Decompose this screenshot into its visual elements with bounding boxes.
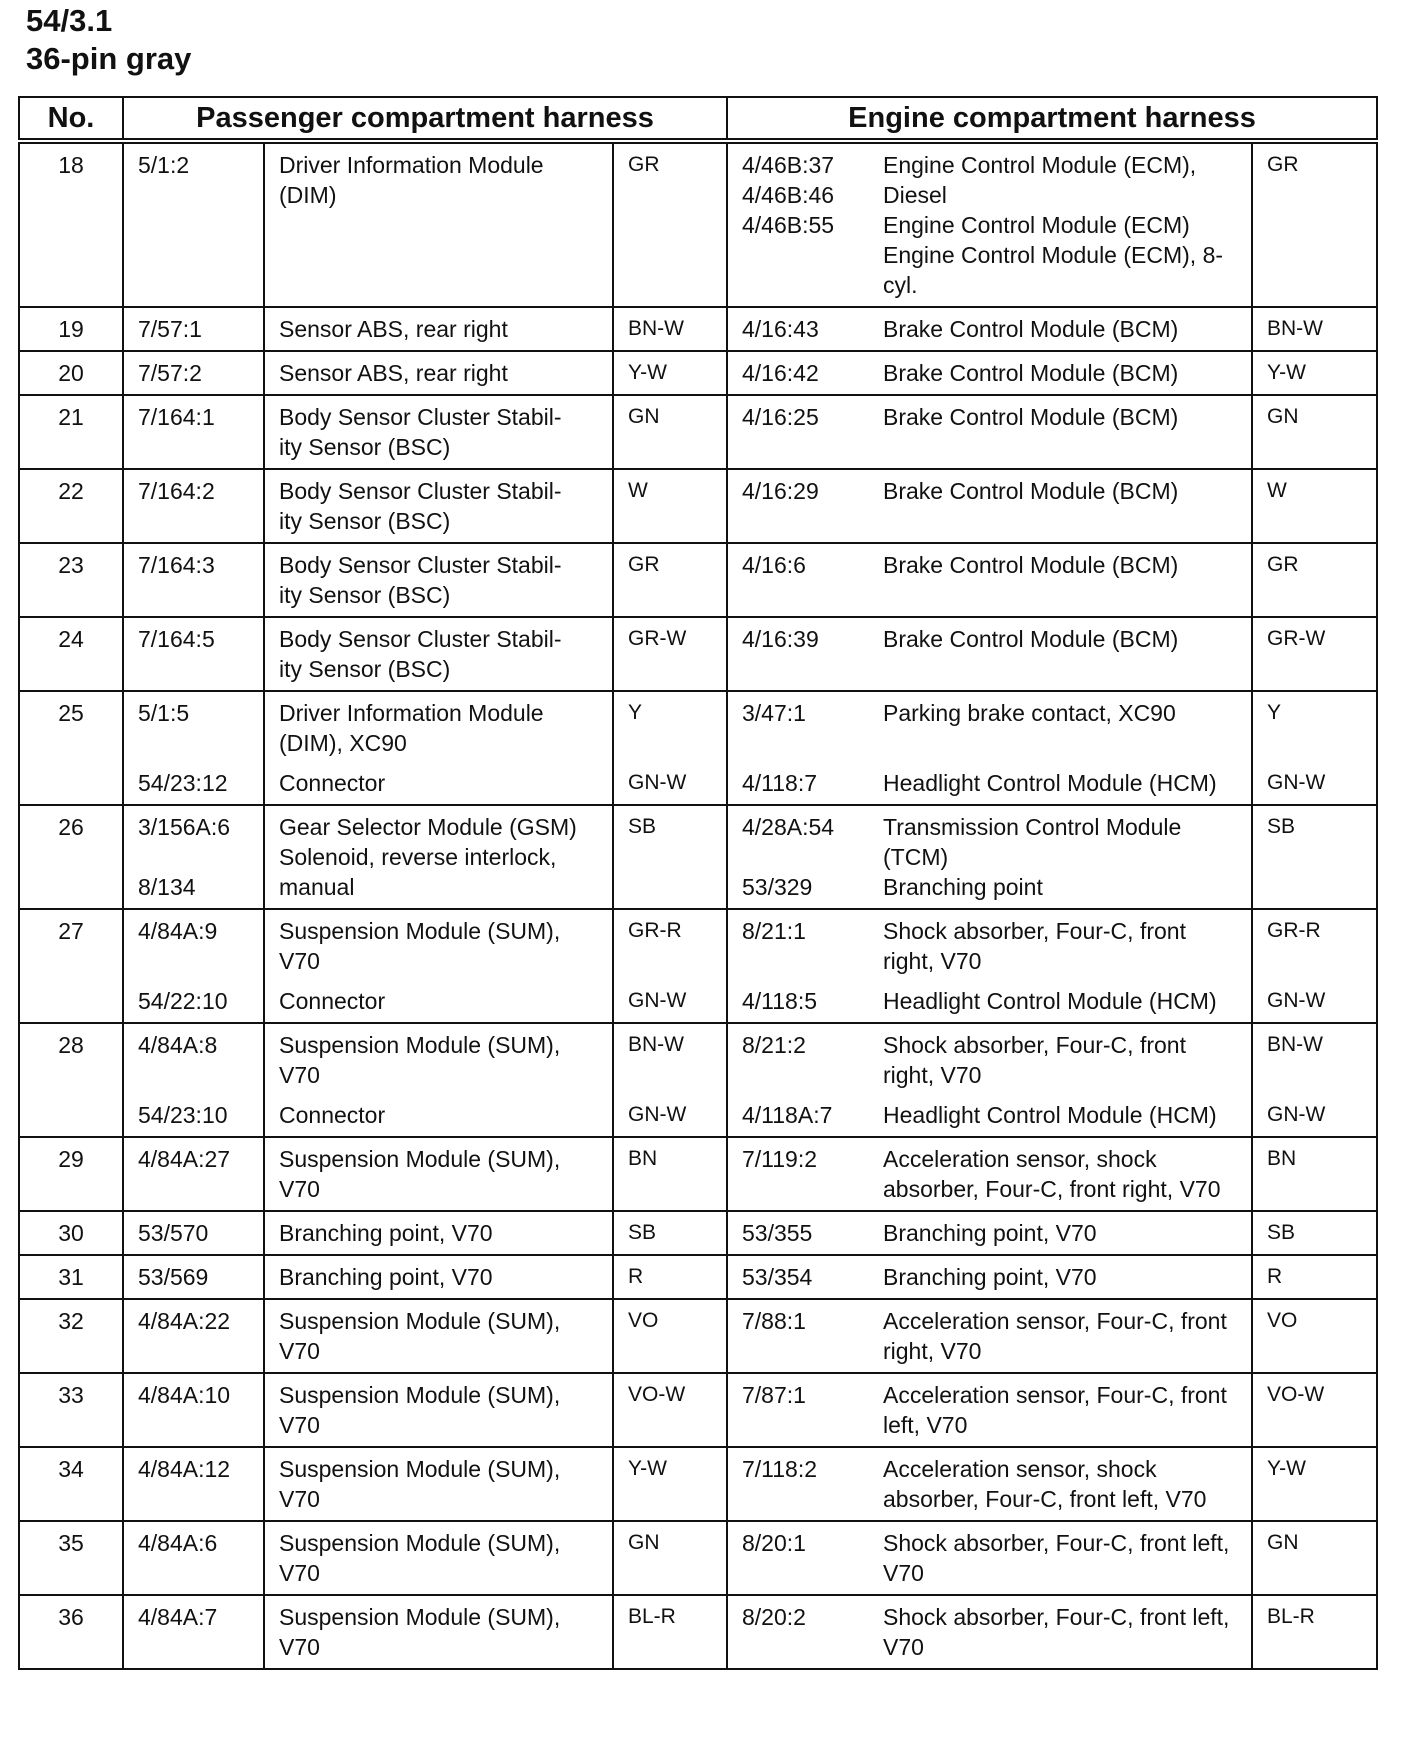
table-row (19, 1211, 1377, 1255)
passenger-connector: 7/164:1 (123, 395, 264, 469)
connector-description: 36-pin gray (26, 41, 192, 76)
engine-wire-color: BN-W (1252, 1023, 1377, 1096)
engine-wire-color: GR (1252, 543, 1377, 617)
engine-connector: 7/118:2 (727, 1447, 869, 1521)
passenger-component: Suspension Module (SUM), V70 (264, 1137, 613, 1211)
passenger-connector: 5/1:2 (123, 141, 264, 307)
pin-number: 23 (19, 543, 123, 617)
table-row (19, 1023, 1377, 1096)
passenger-component: Gear Selector Module (GSM) Solenoid, reverse interlock, manual (264, 805, 613, 909)
engine-connector: 4/16:42 (727, 351, 869, 395)
passenger-wire-color: BN (613, 1137, 727, 1211)
pin-number: 19 (19, 307, 123, 351)
engine-component: Headlight Control Module (HCM) (869, 1096, 1252, 1137)
passenger-connector: 4/84A:8 (123, 1023, 264, 1096)
engine-wire-color: VO (1252, 1299, 1377, 1373)
pin-number: 35 (19, 1521, 123, 1595)
engine-connector: 8/21:2 (727, 1023, 869, 1096)
passenger-connector: 7/164:2 (123, 469, 264, 543)
engine-wire-color: GN-W (1252, 764, 1377, 805)
pin-number: 27 (19, 909, 123, 1023)
table-body (19, 141, 1377, 1669)
engine-wire-color: SB (1252, 1211, 1377, 1255)
engine-component: Branching point, V70 (869, 1255, 1252, 1299)
passenger-component: Suspension Module (SUM), V70 (264, 1595, 613, 1669)
passenger-component: Suspension Module (SUM), V70 (264, 1023, 613, 1096)
engine-connector: 4/118:7 (727, 764, 869, 805)
table-row (19, 1299, 1377, 1373)
connector-heading (26, 2, 191, 78)
passenger-connector: 54/23:10 (123, 1096, 264, 1137)
table-header (19, 97, 1377, 141)
passenger-component: Branching point, V70 (264, 1255, 613, 1299)
pinout-table (18, 96, 1378, 1670)
pin-number: 33 (19, 1373, 123, 1447)
engine-connector: 4/118:5 (727, 982, 869, 1023)
pin-number: 21 (19, 395, 123, 469)
passenger-component: Body Sensor Cluster Stabil- ity Sensor (BSC) (264, 543, 613, 617)
table-row (19, 1595, 1377, 1669)
passenger-component: Branching point, V70 (264, 1211, 613, 1255)
engine-component: Brake Control Module (BCM) (869, 617, 1252, 691)
engine-connector: 8/20:1 (727, 1521, 869, 1595)
engine-connector: 8/21:1 (727, 909, 869, 982)
engine-wire-color: GR (1252, 141, 1377, 307)
table-row (19, 469, 1377, 543)
passenger-connector: 4/84A:7 (123, 1595, 264, 1669)
passenger-wire-color: VO (613, 1299, 727, 1373)
header-engine-harness: Engine compartment harness (727, 97, 1377, 141)
passenger-connector: 7/164:5 (123, 617, 264, 691)
passenger-connector: 7/57:1 (123, 307, 264, 351)
engine-component: Acceleration sensor, shock absorber, Four-C, front right, V70 (869, 1137, 1252, 1211)
engine-connector: 7/119:2 (727, 1137, 869, 1211)
engine-component: Acceleration sensor, shock absorber, Four-C, front left, V70 (869, 1447, 1252, 1521)
engine-wire-color: GR-R (1252, 909, 1377, 982)
table-row (19, 307, 1377, 351)
engine-wire-color: BN-W (1252, 307, 1377, 351)
table-row (19, 982, 1377, 1023)
passenger-component: Sensor ABS, rear right (264, 351, 613, 395)
passenger-wire-color: GR-R (613, 909, 727, 982)
table-row (19, 1447, 1377, 1521)
engine-component: Acceleration sensor, Four-C, front left, V70 (869, 1373, 1252, 1447)
passenger-wire-color: GN-W (613, 764, 727, 805)
engine-component: Parking brake contact, XC90 (869, 691, 1252, 764)
pin-number: 22 (19, 469, 123, 543)
header-passenger-harness: Passenger compartment harness (123, 97, 727, 141)
passenger-wire-color: VO-W (613, 1373, 727, 1447)
pin-number: 26 (19, 805, 123, 909)
engine-connector: 7/87:1 (727, 1373, 869, 1447)
passenger-wire-color: SB (613, 1211, 727, 1255)
engine-wire-color: GR-W (1252, 617, 1377, 691)
passenger-connector: 4/84A:27 (123, 1137, 264, 1211)
passenger-component: Connector (264, 982, 613, 1023)
table-row (19, 764, 1377, 805)
engine-component: Branching point, V70 (869, 1211, 1252, 1255)
passenger-component: Suspension Module (SUM), V70 (264, 909, 613, 982)
engine-wire-color: VO-W (1252, 1373, 1377, 1447)
pin-number: 25 (19, 691, 123, 805)
pin-number: 28 (19, 1023, 123, 1137)
engine-component: Transmission Control Module (TCM) Branching point (869, 805, 1252, 909)
passenger-connector: 54/22:10 (123, 982, 264, 1023)
passenger-wire-color: GN-W (613, 1096, 727, 1137)
passenger-component: Connector (264, 764, 613, 805)
table-row (19, 1137, 1377, 1211)
passenger-connector: 5/1:5 (123, 691, 264, 764)
engine-wire-color: Y-W (1252, 1447, 1377, 1521)
table-row (19, 1096, 1377, 1137)
engine-connector: 53/354 (727, 1255, 869, 1299)
table-row (19, 1521, 1377, 1595)
passenger-wire-color: GR (613, 141, 727, 307)
pin-number: 29 (19, 1137, 123, 1211)
engine-wire-color: Y-W (1252, 351, 1377, 395)
passenger-component: Driver Information Module (DIM) (264, 141, 613, 307)
passenger-component: Sensor ABS, rear right (264, 307, 613, 351)
passenger-connector: 53/570 (123, 1211, 264, 1255)
pinout-table-wrapper (18, 96, 1376, 1670)
engine-connector: 4/118A:7 (727, 1096, 869, 1137)
passenger-component: Driver Information Module (DIM), XC90 (264, 691, 613, 764)
engine-wire-color: SB (1252, 805, 1377, 909)
pin-number: 36 (19, 1595, 123, 1669)
header-no: No. (19, 97, 123, 141)
table-row (19, 1373, 1377, 1447)
passenger-connector: 7/57:2 (123, 351, 264, 395)
passenger-connector: 4/84A:9 (123, 909, 264, 982)
passenger-wire-color: SB (613, 805, 727, 909)
passenger-wire-color: W (613, 469, 727, 543)
engine-component: Brake Control Module (BCM) (869, 469, 1252, 543)
passenger-connector: 3/156A:6 8/134 (123, 805, 264, 909)
engine-wire-color: BN (1252, 1137, 1377, 1211)
engine-wire-color: BL-R (1252, 1595, 1377, 1669)
table-row (19, 691, 1377, 764)
engine-wire-color: GN (1252, 395, 1377, 469)
passenger-connector: 7/164:3 (123, 543, 264, 617)
table-row (19, 909, 1377, 982)
engine-component: Shock absorber, Four-C, front right, V70 (869, 1023, 1252, 1096)
pin-number: 20 (19, 351, 123, 395)
passenger-component: Body Sensor Cluster Stabil- ity Sensor (BSC) (264, 469, 613, 543)
engine-component: Headlight Control Module (HCM) (869, 982, 1252, 1023)
engine-wire-color: Y (1252, 691, 1377, 764)
engine-connector: 7/88:1 (727, 1299, 869, 1373)
table-row (19, 351, 1377, 395)
engine-connector: 4/16:25 (727, 395, 869, 469)
engine-component: Headlight Control Module (HCM) (869, 764, 1252, 805)
engine-connector: 4/28A:54 53/329 (727, 805, 869, 909)
passenger-connector: 4/84A:6 (123, 1521, 264, 1595)
table-row (19, 395, 1377, 469)
engine-connector: 4/16:29 (727, 469, 869, 543)
engine-wire-color: W (1252, 469, 1377, 543)
passenger-component: Suspension Module (SUM), V70 (264, 1521, 613, 1595)
table-row (19, 617, 1377, 691)
passenger-wire-color: GN-W (613, 982, 727, 1023)
table-row (19, 141, 1377, 307)
engine-connector: 3/47:1 (727, 691, 869, 764)
table-row (19, 805, 1377, 909)
engine-wire-color: R (1252, 1255, 1377, 1299)
engine-component: Brake Control Module (BCM) (869, 307, 1252, 351)
engine-component: Shock absorber, Four-C, front left, V70 (869, 1595, 1252, 1669)
engine-component: Shock absorber, Four-C, front right, V70 (869, 909, 1252, 982)
engine-component: Shock absorber, Four-C, front left, V70 (869, 1521, 1252, 1595)
engine-connector: 4/16:6 (727, 543, 869, 617)
passenger-connector: 54/23:12 (123, 764, 264, 805)
table-row (19, 543, 1377, 617)
engine-connector: 8/20:2 (727, 1595, 869, 1669)
passenger-component: Suspension Module (SUM), V70 (264, 1447, 613, 1521)
engine-connector: 4/16:39 (727, 617, 869, 691)
passenger-wire-color: GR-W (613, 617, 727, 691)
engine-wire-color: GN-W (1252, 982, 1377, 1023)
passenger-wire-color: BN-W (613, 307, 727, 351)
engine-component: Brake Control Module (BCM) (869, 543, 1252, 617)
passenger-connector: 4/84A:12 (123, 1447, 264, 1521)
passenger-component: Body Sensor Cluster Stabil- ity Sensor (BSC) (264, 617, 613, 691)
passenger-wire-color: R (613, 1255, 727, 1299)
passenger-connector: 53/569 (123, 1255, 264, 1299)
passenger-component: Suspension Module (SUM), V70 (264, 1373, 613, 1447)
engine-connector: 53/355 (727, 1211, 869, 1255)
passenger-component: Body Sensor Cluster Stabil- ity Sensor (BSC) (264, 395, 613, 469)
engine-connector: 4/16:43 (727, 307, 869, 351)
passenger-wire-color: BN-W (613, 1023, 727, 1096)
pin-number: 30 (19, 1211, 123, 1255)
pin-number: 31 (19, 1255, 123, 1299)
pin-number: 34 (19, 1447, 123, 1521)
passenger-wire-color: GN (613, 395, 727, 469)
connector-id: 54/3.1 (26, 3, 113, 38)
passenger-wire-color: Y-W (613, 1447, 727, 1521)
passenger-connector: 4/84A:22 (123, 1299, 264, 1373)
engine-wire-color: GN (1252, 1521, 1377, 1595)
passenger-wire-color: GN (613, 1521, 727, 1595)
passenger-wire-color: Y (613, 691, 727, 764)
engine-component: Acceleration sensor, Four-C, front right, V70 (869, 1299, 1252, 1373)
table-row (19, 1255, 1377, 1299)
passenger-wire-color: Y-W (613, 351, 727, 395)
engine-component: Brake Control Module (BCM) (869, 395, 1252, 469)
engine-component: Brake Control Module (BCM) (869, 351, 1252, 395)
engine-wire-color: GN-W (1252, 1096, 1377, 1137)
passenger-wire-color: BL-R (613, 1595, 727, 1669)
engine-component: Engine Control Module (ECM), Diesel Engine Control Module (ECM) Engine Control Module (ECM), 8-cyl. (869, 141, 1252, 307)
passenger-connector: 4/84A:10 (123, 1373, 264, 1447)
engine-connector: 4/46B:37 4/46B:46 4/46B:55 (727, 141, 869, 307)
passenger-wire-color: GR (613, 543, 727, 617)
passenger-component: Connector (264, 1096, 613, 1137)
pin-number: 24 (19, 617, 123, 691)
passenger-component: Suspension Module (SUM), V70 (264, 1299, 613, 1373)
pin-number: 18 (19, 141, 123, 307)
pin-number: 32 (19, 1299, 123, 1373)
